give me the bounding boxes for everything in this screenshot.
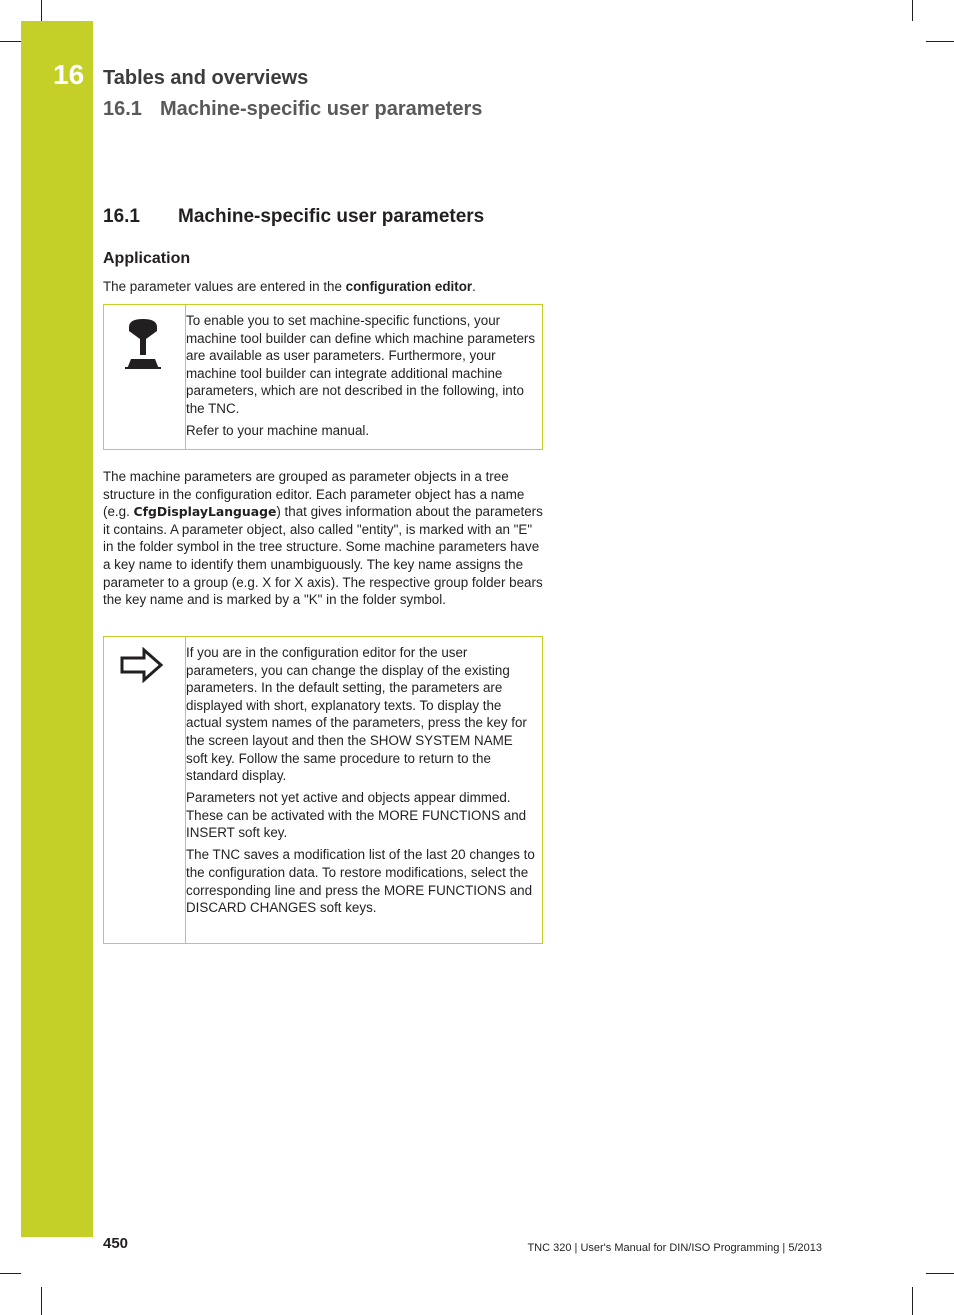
body-paragraph <box>103 468 543 609</box>
note-paragraph: If you are in the configuration editor for the user parameters, you can change the display of the existing parameters. In the default setting, the parameters are displayed with short, explanatory texts. To display the actual system names of the parameters, press the key for the screen layout and then the SHOW SYSTEM NAME soft key. Follow the same procedure to return to the standard display. <box>186 645 527 784</box>
note-paragraph: The TNC saves a modification list of the last 20 changes to the configuration data. To restore modifications, select the corresponding line and press the MORE FUNCTIONS and DISCARD CHANGES soft keys. <box>186 847 535 916</box>
note-paragraph: Refer to your machine manual. <box>186 422 370 438</box>
body-text: The machine parameters are grouped as parameter objects in a tree structure in the configuration editor. Each parameter object has a name (e.g. <box>103 469 525 520</box>
crop-mark <box>912 0 913 21</box>
note-box-tip <box>103 636 543 944</box>
chapter-sidebar <box>21 21 93 1237</box>
page-number: 450 <box>103 1235 129 1252</box>
crop-mark <box>912 1287 913 1315</box>
note-paragraph: To enable you to set machine-specific functions, your machine tool builder can define which machine parameters are available as user parameters. Furthermore, your machine tool builder can integrate additional machine parameters, which are not described in the following, into the TNC. <box>186 313 536 416</box>
running-header-section-number: 16.1 <box>103 98 142 120</box>
intro-text: The parameter values are entered in the <box>103 279 346 294</box>
crop-mark <box>0 1273 21 1274</box>
application-intro <box>103 278 543 296</box>
crop-mark <box>41 1287 42 1315</box>
application-heading: Application <box>103 250 191 267</box>
intro-bold-term: configuration editor <box>345 279 473 294</box>
chapter-number: 16 <box>53 59 85 90</box>
crop-mark <box>926 41 954 42</box>
note-text <box>186 312 536 444</box>
note-paragraph: Parameters not yet active and objects appear dimmed. These can be activated with the MORE FUNCTIONS and INSERT soft key. <box>186 790 527 841</box>
section-title: Machine-specific user parameters <box>178 206 485 227</box>
arrow-right-icon <box>120 647 164 688</box>
running-header-section <box>103 98 482 121</box>
footer-text: TNC 320 | User's Manual for DIN/ISO Programming | 5/2013 <box>527 1242 822 1254</box>
crop-mark <box>926 1273 954 1274</box>
body-text: ) that gives information about the parameters it contains. A parameter object, also called "entity", is marked with an "E" in the folder symbol in the tree structure. Some machine parameters have a key name to identify them unambiguously. The key name assigns the parameter to a group (e.g. X for X axis). The respective group folder bears the key name and is marked by a "K" in the folder symbol. <box>103 504 543 608</box>
note-box-machine <box>103 304 543 450</box>
machine-tool-icon <box>120 317 166 374</box>
crop-mark <box>41 0 42 21</box>
note-text <box>186 644 536 921</box>
intro-suffix: . <box>472 279 476 294</box>
crop-mark <box>0 41 21 42</box>
running-header-title: Tables and overviews <box>103 67 309 89</box>
section-number: 16.1 <box>103 206 140 227</box>
running-header-section-title: Machine-specific user parameters <box>160 98 483 120</box>
code-term: CfgDisplayLanguage <box>133 504 277 520</box>
section-heading <box>103 206 484 228</box>
